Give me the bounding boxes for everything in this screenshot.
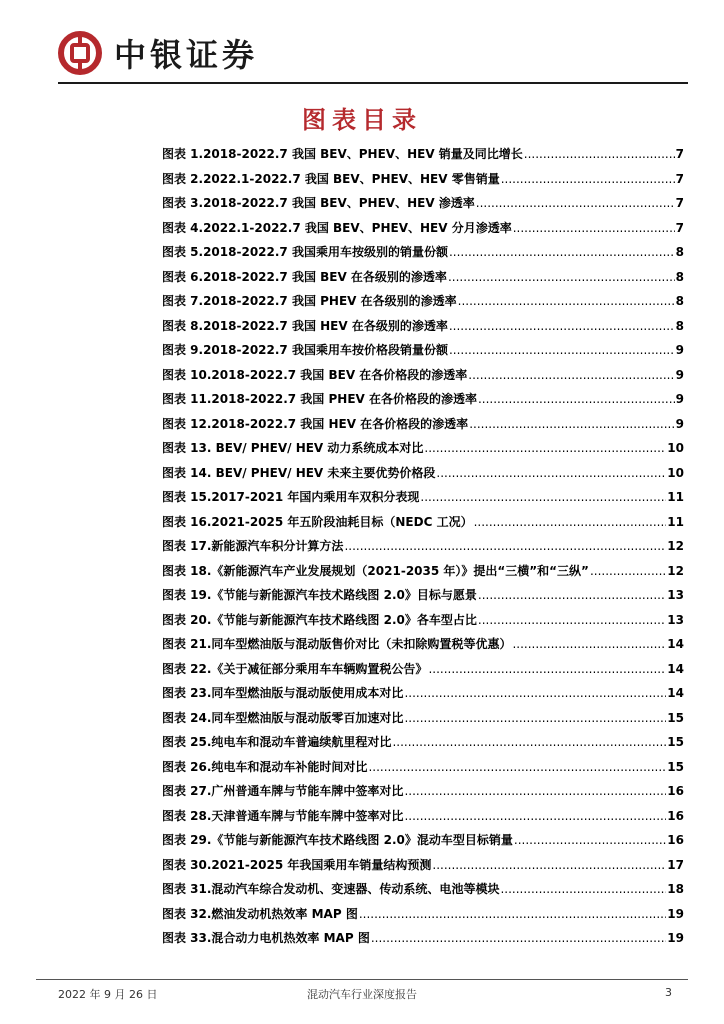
toc-entry[interactable]	[162, 733, 684, 758]
toc-entry-page: 18	[667, 882, 684, 896]
toc-leader-dots	[448, 270, 675, 284]
toc-entry-label: 图表 12.2018-2022.7 我国 HEV 在各价格段的渗透率	[162, 416, 469, 431]
table-of-figures	[162, 145, 684, 954]
toc-entry-label: 图表 6.2018-2022.7 我国 BEV 在各级别的渗透率	[162, 269, 447, 284]
toc-entry-label: 图表 23.同车型燃油版与混动版使用成本对比	[162, 686, 404, 700]
toc-leader-dots	[501, 172, 675, 186]
toc-entry[interactable]	[162, 170, 684, 195]
toc-leader-dots	[478, 613, 666, 627]
toc-entry-page: 19	[667, 931, 684, 945]
toc-entry-page: 13	[667, 612, 684, 627]
toc-entry-page: 14	[667, 637, 684, 651]
toc-leader-dots	[512, 637, 666, 651]
toc-entry-page: 14	[667, 686, 684, 700]
toc-entry-page: 15	[667, 710, 684, 725]
footer-page-number: 3	[665, 986, 672, 999]
toc-entry-page: 11	[667, 514, 684, 529]
toc-entry-label: 图表 7.2018-2022.7 我国 PHEV 在各级别的渗透率	[162, 294, 457, 308]
toc-leader-dots	[449, 319, 675, 333]
toc-leader-dots	[469, 417, 674, 431]
toc-entry[interactable]	[162, 905, 684, 930]
toc-entry-page: 7	[675, 196, 684, 210]
toc-leader-dots	[476, 196, 675, 210]
toc-entry-label: 图表 31.混动汽车综合发动机、变速器、传动系统、电池等模块	[162, 882, 500, 896]
toc-leader-dots	[432, 858, 666, 872]
toc-entry-page: 9	[675, 392, 684, 406]
toc-entry-label: 图表 20.《节能与新能源汽车技术路线图 2.0》各车型占比	[162, 612, 477, 627]
toc-leader-dots	[449, 245, 675, 259]
toc-leader-dots	[368, 760, 666, 774]
toc-entry[interactable]	[162, 464, 684, 489]
toc-entry-label: 图表 17.新能源汽车积分计算方法	[162, 539, 344, 553]
toc-entry[interactable]	[162, 537, 684, 562]
toc-entry-page: 9	[675, 343, 684, 357]
toc-entry-label: 图表 30.2021-2025 年我国乘用车销量结构预测	[162, 857, 432, 872]
toc-entry[interactable]	[162, 929, 684, 954]
toc-entry[interactable]	[162, 684, 684, 709]
toc-leader-dots	[392, 735, 666, 749]
toc-leader-dots	[344, 539, 666, 553]
toc-leader-dots	[428, 662, 666, 676]
boc-logo-icon	[58, 31, 102, 75]
toc-leader-dots	[404, 809, 666, 823]
toc-leader-dots	[513, 221, 675, 235]
toc-entry-label: 图表 29.《节能与新能源汽车技术路线图 2.0》混动车型目标销量	[162, 833, 513, 847]
toc-entry-page: 9	[675, 367, 684, 382]
toc-entry[interactable]	[162, 366, 684, 391]
brand-name: 中银证券	[114, 36, 259, 74]
toc-entry[interactable]	[162, 243, 684, 268]
toc-entry-label: 图表 16.2021-2025 年五阶段油耗目标（NEDC 工况）	[162, 514, 473, 529]
toc-leader-dots	[449, 343, 675, 357]
toc-leader-dots	[458, 294, 675, 308]
toc-leader-dots	[524, 147, 675, 161]
toc-entry[interactable]	[162, 660, 684, 685]
toc-entry-page: 8	[675, 269, 684, 284]
toc-entry-label: 图表 32.燃油发动机热效率 MAP 图	[162, 906, 358, 921]
toc-entry[interactable]	[162, 709, 684, 734]
toc-entry[interactable]	[162, 219, 684, 244]
toc-entry-label: 图表 33.混合动力电机热效率 MAP 图	[162, 931, 370, 945]
toc-entry[interactable]	[162, 292, 684, 317]
toc-leader-dots	[478, 392, 675, 406]
toc-entry[interactable]	[162, 635, 684, 660]
toc-entry-label: 图表 28.天津普通车牌与节能车牌中签率对比	[162, 808, 404, 823]
toc-entry-page: 10	[667, 465, 684, 480]
toc-leader-dots	[468, 368, 674, 382]
toc-entry[interactable]	[162, 317, 684, 342]
toc-leader-dots	[404, 784, 666, 798]
toc-entry-label: 图表 18.《新能源汽车产业发展规划（2021-2035 年）》提出“三横”和“三纵”	[162, 563, 589, 578]
toc-entry-page: 8	[675, 245, 684, 259]
toc-entry-page: 15	[667, 735, 684, 749]
toc-leader-dots	[436, 466, 666, 480]
footer-divider	[36, 979, 688, 980]
toc-entry-page: 15	[667, 759, 684, 774]
toc-entry[interactable]	[162, 439, 684, 464]
toc-entry-label: 图表 13. BEV/ PHEV/ HEV 动力系统成本对比	[162, 441, 424, 455]
toc-entry-label: 图表 4.2022.1-2022.7 我国 BEV、PHEV、HEV 分月渗透率	[162, 220, 512, 235]
toc-entry-label: 图表 26.纯电车和混动车补能时间对比	[162, 759, 368, 774]
toc-entry-page: 7	[675, 220, 684, 235]
toc-entry[interactable]	[162, 415, 684, 440]
toc-entry-label: 图表 25.纯电车和混动车普遍续航里程对比	[162, 735, 392, 749]
toc-entry-label: 图表 21.同车型燃油版与混动版售价对比（未扣除购置税等优惠）	[162, 637, 512, 651]
toc-entry-label: 图表 1.2018-2022.7 我国 BEV、PHEV、HEV 销量及同比增长	[162, 147, 523, 161]
footer-report-name: 混动汽车行业深度报告	[307, 988, 417, 1001]
toc-entry-label: 图表 14. BEV/ PHEV/ HEV 未来主要优势价格段	[162, 465, 436, 480]
toc-entry[interactable]	[162, 586, 684, 611]
toc-entry[interactable]	[162, 880, 684, 905]
toc-entry[interactable]	[162, 562, 684, 587]
toc-entry[interactable]	[162, 758, 684, 783]
toc-entry-page: 19	[667, 906, 684, 921]
toc-entry[interactable]	[162, 194, 684, 219]
toc-entry-label: 图表 15.2017-2021 年国内乘用车双积分表现	[162, 490, 420, 504]
toc-entry-page: 7	[675, 147, 684, 161]
toc-entry[interactable]	[162, 390, 684, 415]
toc-entry[interactable]	[162, 341, 684, 366]
toc-entry[interactable]	[162, 856, 684, 881]
toc-entry-label: 图表 2.2022.1-2022.7 我国 BEV、PHEV、HEV 零售销量	[162, 171, 500, 186]
toc-entry-label: 图表 19.《节能与新能源汽车技术路线图 2.0》目标与愿景	[162, 588, 477, 602]
toc-entry-label: 图表 10.2018-2022.7 我国 BEV 在各价格段的渗透率	[162, 367, 468, 382]
toc-leader-dots	[514, 833, 666, 847]
toc-entry-page: 9	[675, 416, 684, 431]
toc-entry-label: 图表 5.2018-2022.7 我国乘用车按级别的销量份额	[162, 245, 448, 259]
toc-entry-page: 10	[667, 441, 684, 455]
toc-entry-page: 11	[667, 490, 684, 504]
toc-entry[interactable]	[162, 268, 684, 293]
toc-leader-dots	[404, 686, 666, 700]
toc-entry-page: 12	[667, 563, 684, 578]
toc-leader-dots	[474, 515, 667, 529]
toc-entry-label: 图表 11.2018-2022.7 我国 PHEV 在各价格段的渗透率	[162, 392, 477, 406]
toc-entry-label: 图表 24.同车型燃油版与混动版零百加速对比	[162, 710, 404, 725]
toc-entry-page: 8	[675, 294, 684, 308]
toc-entry-page: 16	[667, 784, 684, 798]
toc-entry-page: 16	[667, 833, 684, 847]
toc-entry[interactable]	[162, 611, 684, 636]
footer-date: 2022 年 9 月 26 日	[58, 988, 158, 1001]
toc-entry-label: 图表 3.2018-2022.7 我国 BEV、PHEV、HEV 渗透率	[162, 196, 475, 210]
toc-entry[interactable]	[162, 145, 684, 170]
toc-entry[interactable]	[162, 782, 684, 807]
toc-entry-page: 8	[675, 318, 684, 333]
toc-entry-label: 图表 22.《关于减征部分乘用车车辆购置税公告》	[162, 661, 428, 676]
toc-entry[interactable]	[162, 807, 684, 832]
toc-entry-page: 13	[667, 588, 684, 602]
toc-leader-dots	[478, 588, 666, 602]
page-title: 图表目录	[302, 106, 422, 134]
toc-entry-page: 12	[667, 539, 684, 553]
toc-entry-page: 14	[667, 661, 684, 676]
toc-entry[interactable]	[162, 831, 684, 856]
toc-entry-page: 7	[675, 171, 684, 186]
toc-leader-dots	[500, 882, 666, 896]
toc-leader-dots	[371, 931, 666, 945]
toc-leader-dots	[404, 711, 666, 725]
toc-entry-label: 图表 27.广州普通车牌与节能车牌中签率对比	[162, 784, 404, 798]
toc-entry[interactable]	[162, 488, 684, 513]
toc-entry-page: 16	[667, 808, 684, 823]
toc-entry-label: 图表 8.2018-2022.7 我国 HEV 在各级别的渗透率	[162, 318, 448, 333]
toc-leader-dots	[424, 441, 666, 455]
toc-leader-dots	[420, 490, 666, 504]
toc-entry-label: 图表 9.2018-2022.7 我国乘用车按价格段销量份额	[162, 343, 448, 357]
toc-entry[interactable]	[162, 513, 684, 538]
toc-leader-dots	[590, 564, 666, 578]
report-header	[58, 30, 258, 76]
header-divider	[58, 82, 688, 84]
toc-entry-page: 17	[667, 857, 684, 872]
toc-leader-dots	[359, 907, 666, 921]
